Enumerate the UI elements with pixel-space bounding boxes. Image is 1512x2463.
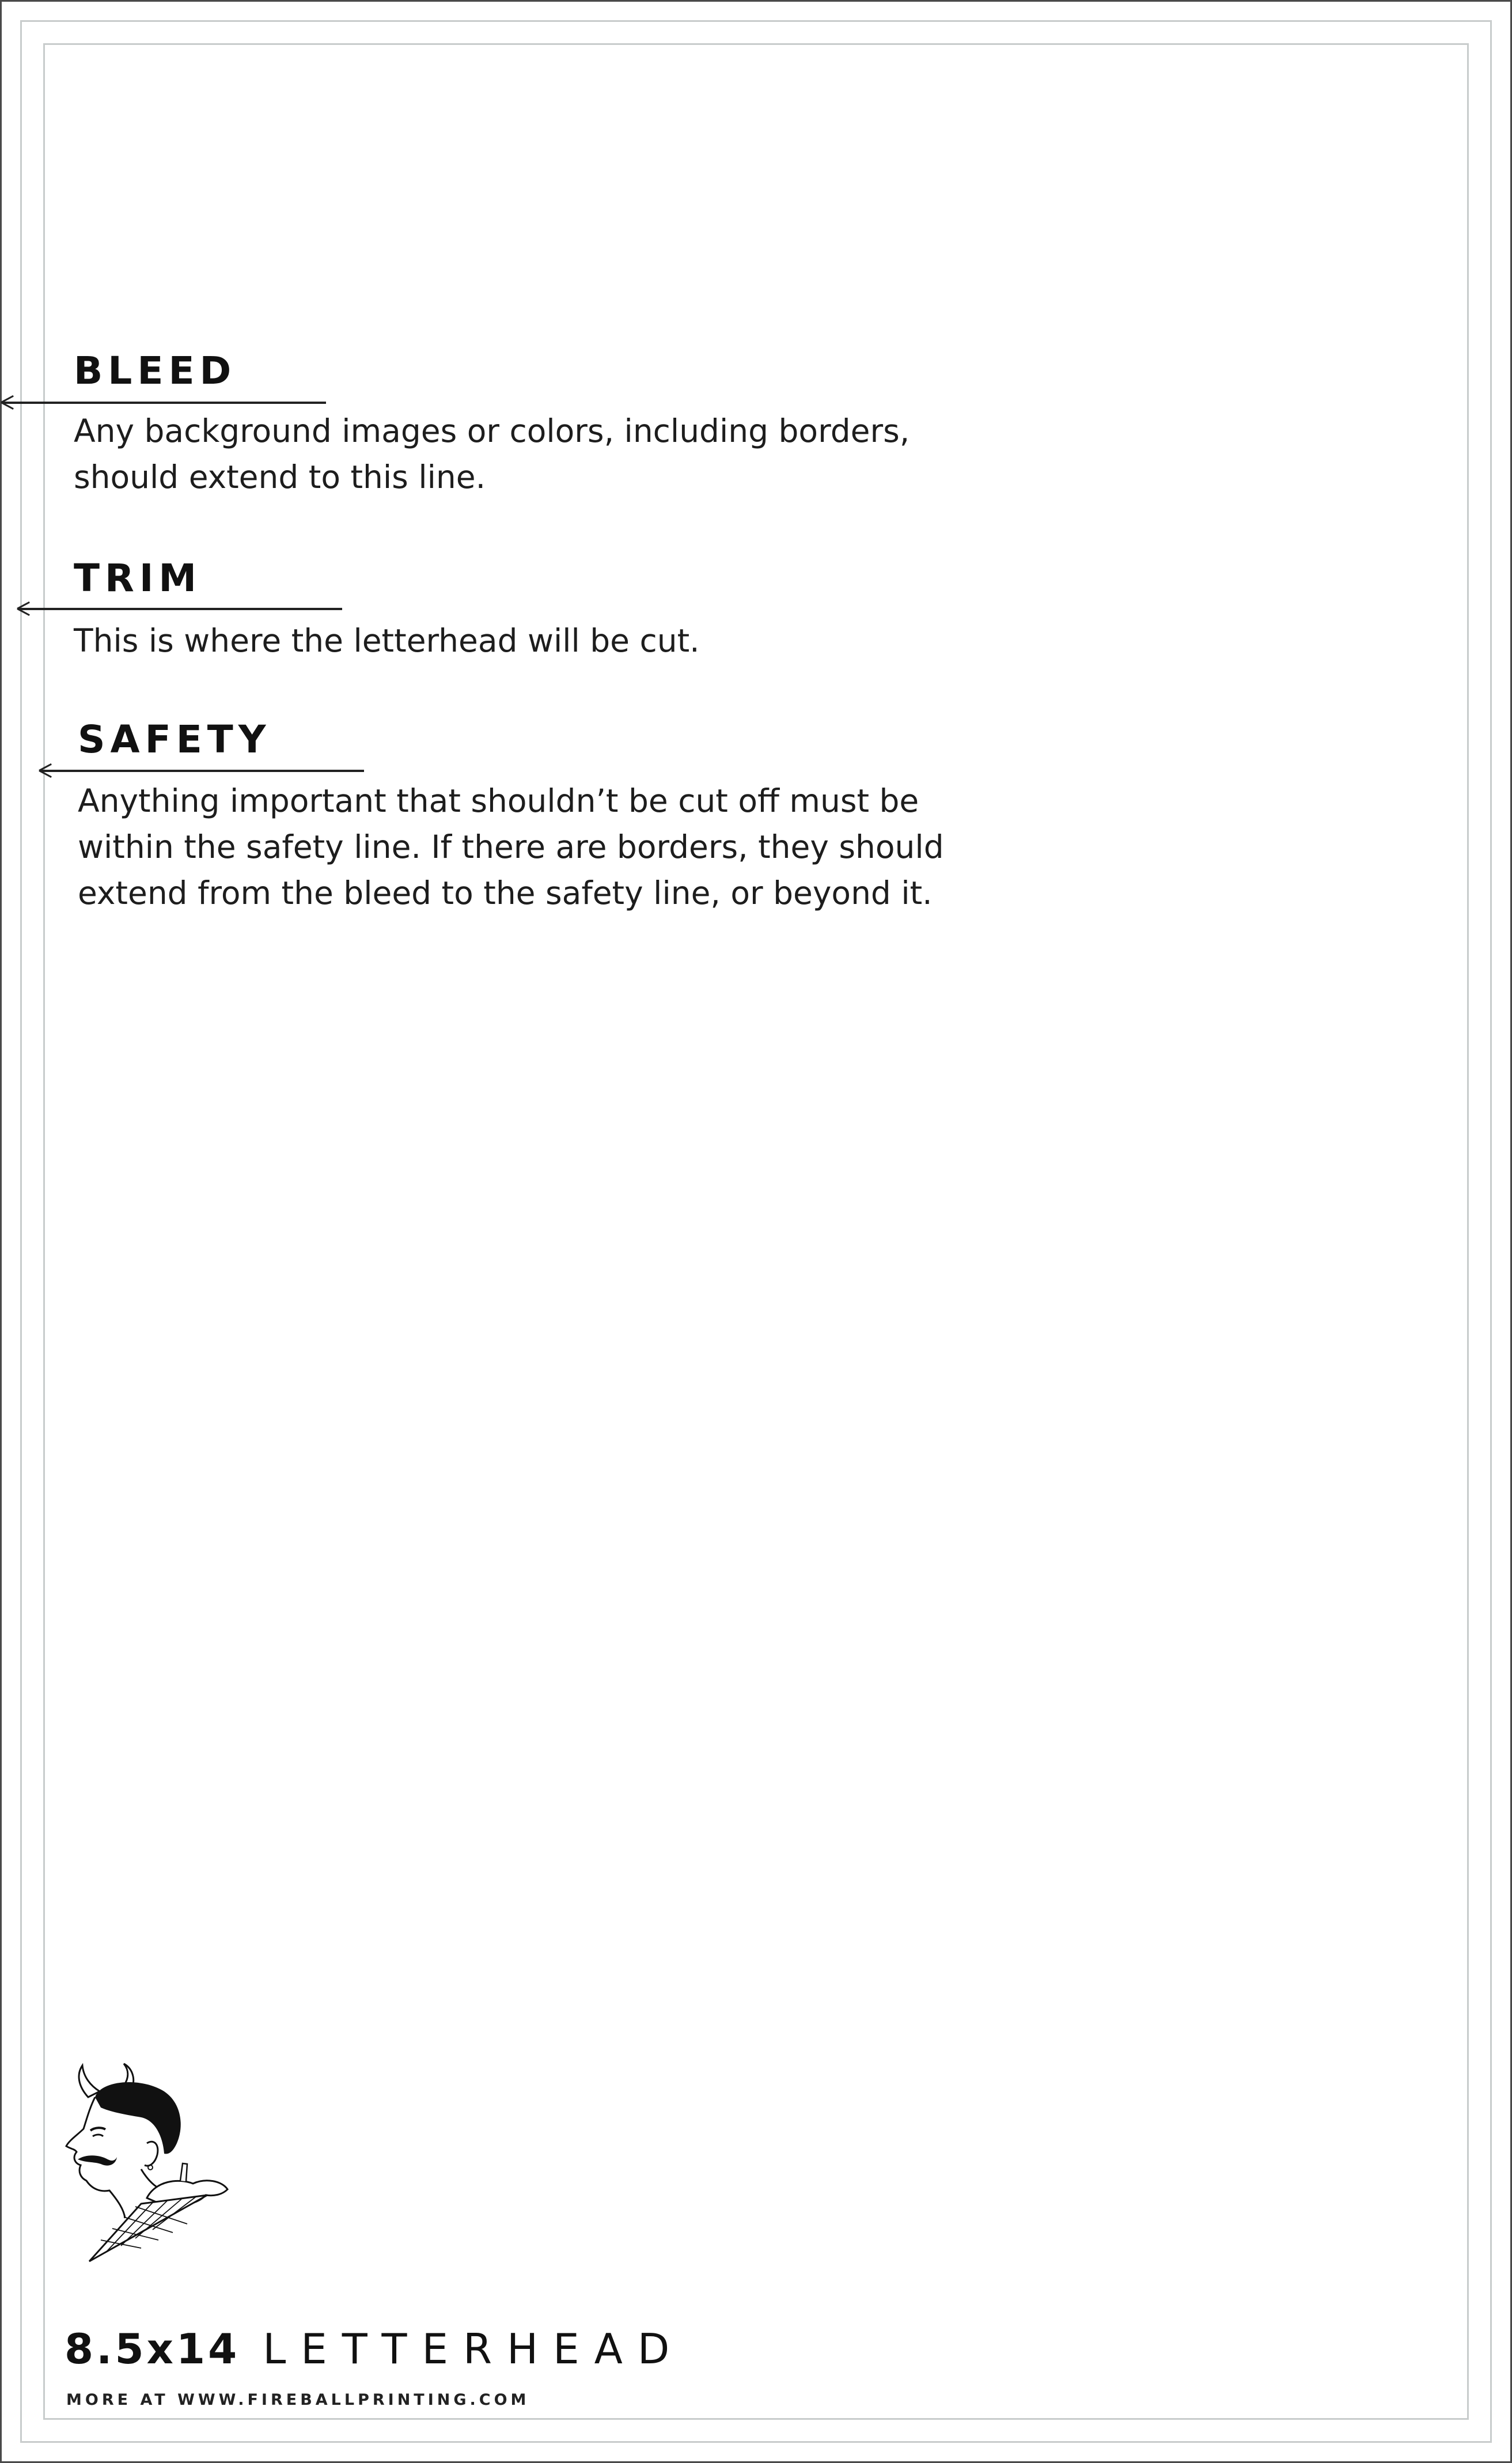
trim-arrow bbox=[18, 608, 342, 610]
bleed-description bbox=[74, 408, 910, 500]
trim-description-line: This is where the letterhead will be cut. bbox=[74, 622, 700, 659]
product-title bbox=[65, 2325, 684, 2373]
trim-heading: TRIM bbox=[74, 556, 202, 600]
bleed-description-line: should extend to this line. bbox=[74, 459, 486, 495]
trim-description bbox=[74, 618, 700, 664]
safety-arrow bbox=[40, 770, 364, 772]
devil-man-ice-cream-icon bbox=[55, 2063, 245, 2264]
safety-description-line: within the safety line. If there are borders, they should bbox=[78, 828, 944, 865]
safety-description-line: Anything important that shouldn’t be cut off must be bbox=[78, 782, 919, 819]
safety-description bbox=[78, 778, 944, 916]
safety-line bbox=[43, 43, 1469, 2420]
product-name: LETTERHEAD bbox=[263, 2325, 685, 2373]
website-link[interactable]: MORE AT WWW.FIREBALLPRINTING.COM bbox=[66, 2391, 530, 2409]
product-size: 8.5x14 bbox=[65, 2325, 240, 2373]
safety-description-line: extend from the bleed to the safety line, or beyond it. bbox=[78, 875, 933, 911]
bleed-heading: BLEED bbox=[74, 349, 237, 393]
safety-heading: SAFETY bbox=[78, 717, 271, 762]
bleed-description-line: Any background images or colors, including borders, bbox=[74, 413, 910, 449]
bleed-arrow bbox=[2, 402, 326, 404]
